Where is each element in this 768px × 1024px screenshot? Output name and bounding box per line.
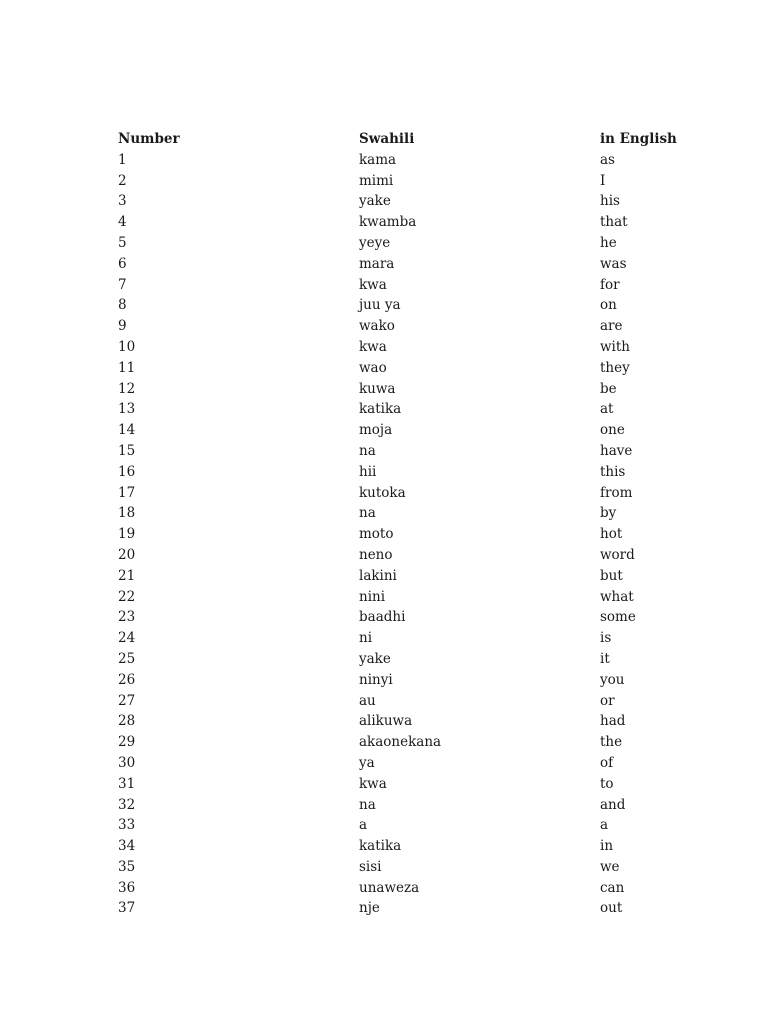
- number-cell: 3: [118, 193, 127, 210]
- table-row: [118, 711, 720, 732]
- table-row: [118, 774, 720, 795]
- table-row: [118, 233, 720, 254]
- table-row: [118, 316, 720, 337]
- number-cell: 33: [118, 817, 136, 834]
- english-cell: the: [600, 734, 623, 751]
- table-row: [118, 566, 720, 587]
- table-row: [118, 379, 720, 400]
- english-cell: was: [600, 255, 627, 272]
- table-row: [118, 524, 720, 545]
- number-cell: 6: [118, 255, 127, 272]
- number-cell: 29: [118, 734, 136, 751]
- number-cell: 23: [118, 609, 136, 626]
- swahili-cell: yake: [359, 193, 391, 210]
- english-cell: I: [600, 172, 606, 189]
- english-cell: you: [600, 671, 625, 688]
- swahili-cell: na: [359, 796, 376, 813]
- number-cell: 10: [118, 338, 136, 355]
- table-row: [118, 295, 720, 316]
- english-cell: it: [600, 650, 610, 667]
- number-cell: 7: [118, 276, 127, 293]
- english-cell: by: [600, 505, 617, 522]
- english-cell: or: [600, 692, 615, 709]
- english-cell: from: [600, 484, 633, 501]
- number-cell: 21: [118, 567, 136, 584]
- english-cell: his: [600, 193, 620, 210]
- swahili-cell: unaweza: [359, 879, 420, 896]
- table-row: [118, 670, 720, 691]
- english-cell: a: [600, 817, 609, 834]
- swahili-cell: nini: [359, 588, 386, 605]
- swahili-cell: yake: [359, 650, 391, 667]
- swahili-cell: neno: [359, 546, 393, 563]
- number-cell: 24: [118, 630, 136, 647]
- english-cell: some: [600, 609, 636, 626]
- number-cell: 11: [118, 359, 136, 376]
- number-cell: 36: [118, 879, 136, 896]
- table-row: [118, 441, 720, 462]
- english-cell: out: [600, 900, 623, 917]
- table-row: [118, 691, 720, 712]
- number-cell: 13: [118, 401, 136, 418]
- number-cell: 19: [118, 526, 136, 543]
- swahili-cell: nje: [359, 900, 380, 917]
- number-cell: 14: [118, 422, 136, 439]
- number-cell: 26: [118, 671, 136, 688]
- table-row: [118, 545, 720, 566]
- table-body: [118, 150, 720, 919]
- swahili-cell: kwa: [359, 338, 387, 355]
- number-cell: 1: [118, 151, 127, 168]
- english-column-header: in English: [600, 131, 677, 147]
- swahili-cell: katika: [359, 838, 402, 855]
- number-cell: 2: [118, 172, 127, 189]
- swahili-cell: katika: [359, 401, 402, 418]
- number-cell: 31: [118, 775, 136, 792]
- swahili-cell: ninyi: [359, 671, 393, 688]
- english-cell: they: [600, 359, 630, 376]
- vocabulary-table: [118, 129, 720, 919]
- number-cell: 22: [118, 588, 136, 605]
- english-cell: is: [600, 630, 612, 647]
- table-header: [118, 129, 720, 150]
- english-cell: for: [600, 276, 620, 293]
- number-cell: 4: [118, 214, 127, 231]
- table-row: [118, 483, 720, 504]
- english-cell: word: [600, 546, 635, 563]
- table-row: [118, 420, 720, 441]
- number-cell: 30: [118, 754, 136, 771]
- english-cell: be: [600, 380, 617, 397]
- swahili-cell: kutoka: [359, 484, 406, 501]
- table-row: [118, 815, 720, 836]
- number-cell: 35: [118, 858, 136, 875]
- swahili-cell: sisi: [359, 858, 382, 875]
- table-row: [118, 275, 720, 296]
- table-row: [118, 857, 720, 878]
- table-row: [118, 836, 720, 857]
- number-cell: 25: [118, 650, 136, 667]
- table-row: [118, 171, 720, 192]
- number-cell: 34: [118, 838, 136, 855]
- english-cell: hot: [600, 526, 623, 543]
- number-cell: 5: [118, 234, 127, 251]
- swahili-cell: moja: [359, 422, 393, 439]
- table-row: [118, 753, 720, 774]
- table-row: [118, 254, 720, 275]
- english-cell: we: [600, 858, 620, 875]
- number-cell: 28: [118, 713, 136, 730]
- swahili-cell: kwamba: [359, 214, 417, 231]
- swahili-cell: na: [359, 442, 376, 459]
- swahili-cell: au: [359, 692, 376, 709]
- english-cell: of: [600, 754, 614, 771]
- header-row: [118, 129, 720, 150]
- swahili-cell: kuwa: [359, 380, 396, 397]
- swahili-cell: ni: [359, 630, 373, 647]
- swahili-cell: ya: [359, 754, 375, 771]
- table-row: [118, 795, 720, 816]
- number-cell: 12: [118, 380, 136, 397]
- swahili-cell: baadhi: [359, 609, 406, 626]
- table-row: [118, 607, 720, 628]
- swahili-cell: juu ya: [359, 297, 401, 314]
- swahili-cell: mimi: [359, 172, 394, 189]
- table-row: [118, 878, 720, 899]
- table-row: [118, 628, 720, 649]
- english-cell: in: [600, 838, 614, 855]
- swahili-cell: moto: [359, 526, 394, 543]
- english-cell: with: [600, 338, 630, 355]
- number-cell: 37: [118, 900, 136, 917]
- english-cell: and: [600, 796, 626, 813]
- swahili-cell: yeye: [359, 234, 391, 251]
- swahili-cell: hii: [359, 463, 377, 480]
- number-cell: 16: [118, 463, 136, 480]
- swahili-cell: a: [359, 817, 368, 834]
- swahili-cell: akaonekana: [359, 734, 442, 751]
- swahili-column-header: Swahili: [359, 131, 415, 147]
- swahili-cell: kama: [359, 151, 397, 168]
- number-cell: 20: [118, 546, 136, 563]
- number-cell: 17: [118, 484, 136, 501]
- english-cell: one: [600, 422, 625, 439]
- number-cell: 9: [118, 318, 127, 335]
- english-cell: this: [600, 463, 626, 480]
- table-row: [118, 462, 720, 483]
- table-row: [118, 150, 720, 171]
- swahili-cell: wao: [359, 359, 387, 376]
- number-cell: 18: [118, 505, 136, 522]
- number-cell: 32: [118, 796, 136, 813]
- table-row: [118, 898, 720, 919]
- table-row: [118, 649, 720, 670]
- english-cell: that: [600, 214, 628, 231]
- english-cell: what: [600, 588, 634, 605]
- table-row: [118, 191, 720, 212]
- english-cell: can: [600, 879, 625, 896]
- number-column-header: Number: [118, 131, 180, 147]
- number-cell: 27: [118, 692, 136, 709]
- table-row: [118, 732, 720, 753]
- swahili-cell: na: [359, 505, 376, 522]
- english-cell: to: [600, 775, 614, 792]
- swahili-cell: mara: [359, 255, 395, 272]
- number-cell: 8: [118, 297, 127, 314]
- table-row: [118, 358, 720, 379]
- english-cell: he: [600, 234, 617, 251]
- english-cell: at: [600, 401, 614, 418]
- english-cell: on: [600, 297, 617, 314]
- swahili-cell: lakini: [359, 567, 397, 584]
- english-cell: are: [600, 318, 623, 335]
- table-row: [118, 212, 720, 233]
- english-cell: as: [600, 151, 615, 168]
- table-row: [118, 399, 720, 420]
- swahili-cell: wako: [359, 318, 395, 335]
- number-cell: 15: [118, 442, 136, 459]
- english-cell: have: [600, 442, 633, 459]
- table-row: [118, 587, 720, 608]
- swahili-cell: kwa: [359, 775, 387, 792]
- english-cell: had: [600, 713, 626, 730]
- swahili-cell: alikuwa: [359, 713, 413, 730]
- english-cell: but: [600, 567, 623, 584]
- table-row: [118, 503, 720, 524]
- table-row: [118, 337, 720, 358]
- swahili-cell: kwa: [359, 276, 387, 293]
